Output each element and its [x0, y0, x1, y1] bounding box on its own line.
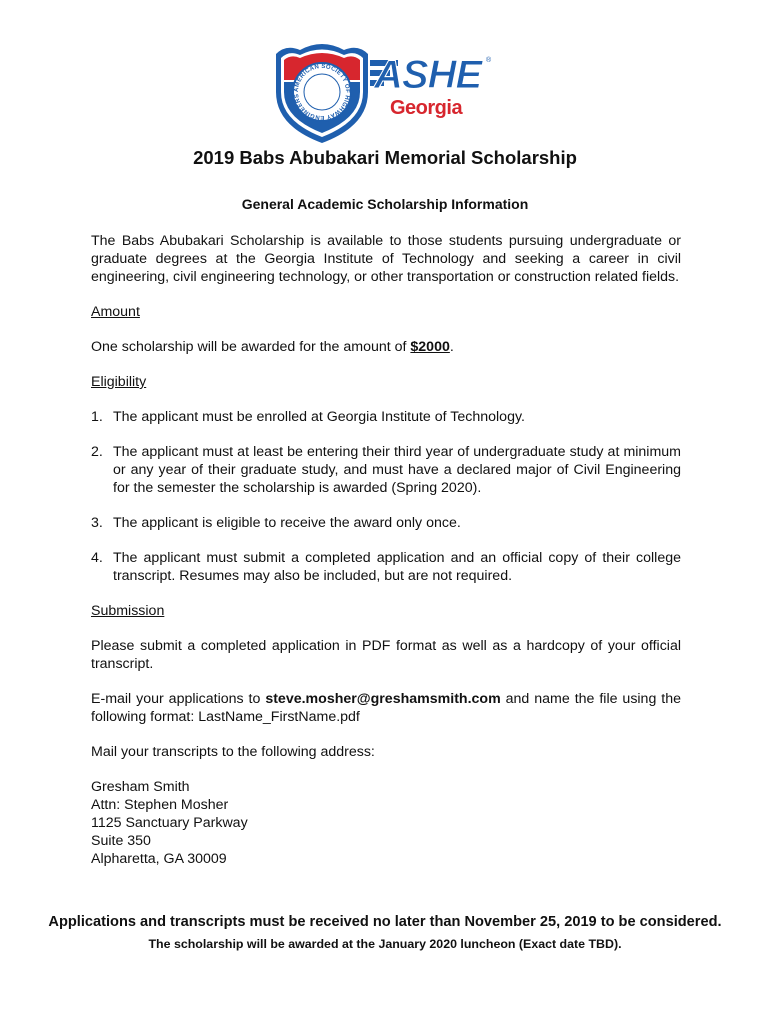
address-line: Suite 350	[91, 833, 151, 849]
page-title: 2019 Babs Abubakari Memorial Scholarship	[193, 147, 577, 168]
luncheon-notice: The scholarship will be awarded at the January 2020 luncheon (Exact date TBD).	[148, 937, 622, 951]
logo-ring-text: AMERICAN SOCIETY OF HIGHWAY ENGINEERS	[293, 63, 351, 121]
amount-paragraph	[91, 338, 681, 356]
list-item	[91, 514, 681, 532]
amount-text-end: .	[449, 339, 454, 355]
deadline-notice: Applications and transcripts must be received no later than November 25, 2019 to be considered.	[48, 914, 722, 930]
amount-value: $2000	[410, 339, 450, 355]
registered-mark-icon: ®	[486, 57, 492, 64]
email-address-link[interactable]: steve.mosher@greshamsmith.com	[265, 691, 501, 707]
list-item	[91, 549, 681, 585]
ashe-shield-graphic	[272, 40, 498, 144]
email-text: E-mail your applications to	[91, 691, 266, 707]
submission-pdf-paragraph: Please submit a completed application in PDF format as well as a hardcopy of your official transcript.	[91, 638, 681, 672]
intro-paragraph: The Babs Abubakari Scholarship is available to those students pursuing undergraduate or graduate degrees at the Georgia Institute of Technology and seeking a career in civil engineering, civil engineering technology, or other transportation or construction related fields.	[91, 233, 681, 285]
list-item-text: The applicant must be enrolled at Georgia Institute of Technology.	[113, 409, 525, 425]
document-body	[91, 232, 681, 868]
list-item-number: 2.	[91, 444, 103, 460]
amount-text: One scholarship will be awarded for the amount of	[91, 339, 411, 355]
address-line: 1125 Sanctuary Parkway	[91, 815, 248, 831]
list-item-text: The applicant must submit a completed application and an official copy of their college transcript. Resumes may also be included, but are not required.	[113, 550, 681, 584]
list-item	[91, 443, 681, 497]
list-item-text: The applicant is eligible to receive the award only once.	[113, 515, 461, 531]
mailing-address	[91, 778, 681, 868]
mail-paragraph: Mail your transcripts to the following address:	[91, 744, 375, 760]
logo-region-text: Georgia	[390, 97, 463, 119]
list-item-text: The applicant must at least be entering their third year of undergraduate study at minimum or any year of their graduate study, and must have a declared major of Civil Engineering for the semester the scholarship is awarded (Spring 2020).	[113, 444, 681, 496]
submission-heading: Submission	[91, 603, 165, 619]
list-item-number: 3.	[91, 515, 103, 531]
eligibility-list	[91, 408, 681, 585]
page-subtitle: General Academic Scholarship Information	[241, 196, 529, 212]
address-line: Attn: Stephen Mosher	[91, 797, 229, 813]
list-item	[91, 408, 681, 426]
logo-brand-text: ASHE	[374, 53, 482, 97]
address-line: Gresham Smith	[91, 779, 190, 795]
list-item-number: 4.	[91, 550, 103, 566]
list-item-number: 1.	[91, 409, 103, 425]
address-line: Alpharetta, GA 30009	[91, 851, 227, 867]
eligibility-heading: Eligibility	[91, 374, 147, 390]
email-text-end: and name the file using the following format: LastName_FirstName.pdf	[91, 691, 682, 725]
amount-heading: Amount	[91, 304, 140, 320]
ashe-georgia-logo	[272, 40, 498, 144]
submission-email-paragraph	[91, 690, 681, 726]
